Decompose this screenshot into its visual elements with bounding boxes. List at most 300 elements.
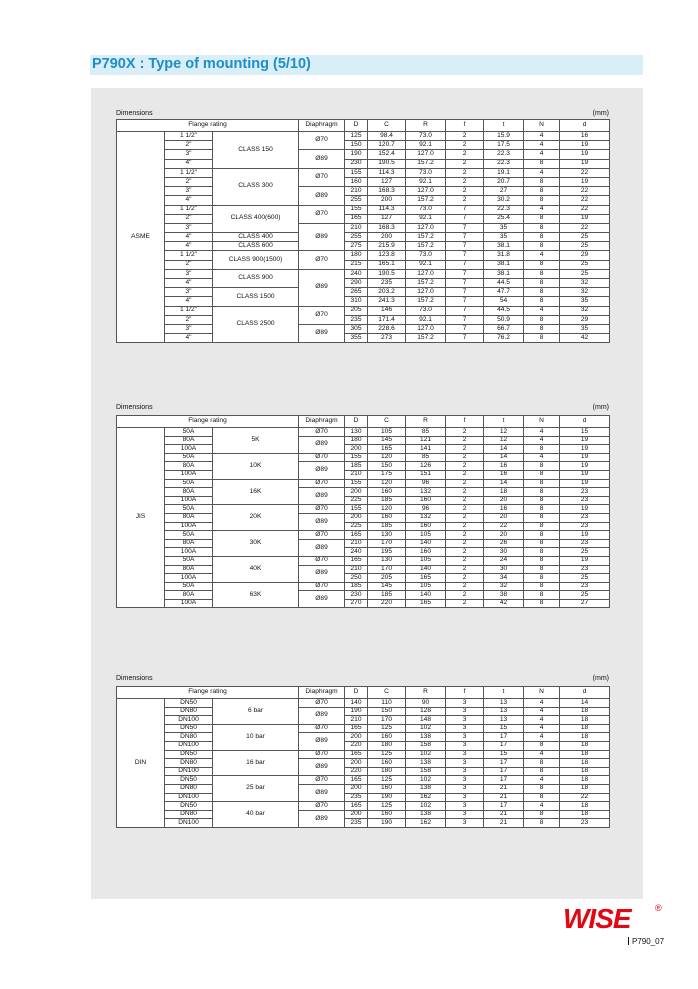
table-row bbox=[117, 233, 610, 242]
c-cell: 165.1 bbox=[368, 260, 406, 269]
c-cell: 228.6 bbox=[368, 324, 406, 333]
d-cell: 190 bbox=[345, 150, 368, 159]
c-cell: 220 bbox=[368, 599, 406, 608]
f-cell: 7 bbox=[446, 279, 484, 288]
bolt-d-cell: 23 bbox=[560, 522, 610, 531]
size-cell: 3" bbox=[165, 187, 213, 196]
table-row bbox=[117, 582, 610, 591]
size-cell: 3" bbox=[165, 269, 213, 278]
d-cell: 165 bbox=[345, 750, 368, 759]
c-cell: 241.3 bbox=[368, 297, 406, 306]
f-cell: 2 bbox=[446, 513, 484, 522]
d-cell: 250 bbox=[345, 574, 368, 583]
d-cell: 225 bbox=[345, 522, 368, 531]
size-cell: DN100 bbox=[165, 741, 213, 750]
t-cell: 35 bbox=[484, 233, 524, 242]
size-cell: 50A bbox=[165, 453, 213, 462]
bolt-d-cell: 19 bbox=[560, 159, 610, 168]
size-cell: 2" bbox=[165, 260, 213, 269]
c-cell: 170 bbox=[368, 539, 406, 548]
f-cell: 7 bbox=[446, 306, 484, 315]
diaphragm-cell: Ø89 bbox=[299, 150, 345, 168]
unit-label: (mm) bbox=[592, 675, 609, 682]
r-cell: 126 bbox=[406, 462, 446, 471]
d-cell: 210 bbox=[345, 539, 368, 548]
size-cell: 3" bbox=[165, 150, 213, 159]
n-cell: 8 bbox=[524, 315, 560, 324]
size-cell: DN50 bbox=[165, 802, 213, 811]
bolt-d-cell: 22 bbox=[560, 793, 610, 802]
table-row bbox=[117, 279, 610, 288]
t-cell: 15.9 bbox=[484, 132, 524, 141]
c-cell: 235 bbox=[368, 279, 406, 288]
d-cell: 200 bbox=[345, 733, 368, 742]
r-cell: 162 bbox=[406, 819, 446, 828]
jis-table bbox=[116, 415, 610, 608]
c-cell: 170 bbox=[368, 565, 406, 574]
size-cell: 4" bbox=[165, 297, 213, 306]
d-cell: 230 bbox=[345, 159, 368, 168]
d-cell: 165 bbox=[345, 214, 368, 223]
size-cell: 80A bbox=[165, 462, 213, 471]
diaphragm-cell: Ø70 bbox=[299, 699, 345, 708]
f-cell: 3 bbox=[446, 793, 484, 802]
c-cell: 190.5 bbox=[368, 159, 406, 168]
table-row bbox=[117, 733, 610, 742]
din-table bbox=[116, 686, 610, 828]
r-cell: 73.0 bbox=[406, 132, 446, 141]
t-cell: 42 bbox=[484, 599, 524, 608]
r-cell: 157.2 bbox=[406, 233, 446, 242]
r-cell: 158 bbox=[406, 767, 446, 776]
c-cell: 185 bbox=[368, 496, 406, 505]
f-cell: 2 bbox=[446, 479, 484, 488]
d-cell: 265 bbox=[345, 288, 368, 297]
bolt-d-cell: 19 bbox=[560, 436, 610, 445]
t-cell: 20 bbox=[484, 531, 524, 540]
f-cell: 7 bbox=[446, 251, 484, 260]
header-d: d bbox=[560, 416, 610, 428]
d-cell: 155 bbox=[345, 168, 368, 177]
diaphragm-cell: Ø89 bbox=[299, 565, 345, 582]
diaphragm-cell: Ø70 bbox=[299, 582, 345, 591]
c-cell: 160 bbox=[368, 488, 406, 497]
f-cell: 2 bbox=[446, 187, 484, 196]
n-cell: 8 bbox=[524, 599, 560, 608]
d-cell: 165 bbox=[345, 802, 368, 811]
diaphragm-cell: Ø70 bbox=[299, 750, 345, 759]
f-cell: 7 bbox=[446, 288, 484, 297]
t-cell: 21 bbox=[484, 810, 524, 819]
bolt-d-cell: 19 bbox=[560, 150, 610, 159]
header-c: C bbox=[368, 416, 406, 428]
f-cell: 2 bbox=[446, 591, 484, 600]
d-cell: 155 bbox=[345, 205, 368, 214]
table-row bbox=[117, 196, 610, 205]
n-cell: 8 bbox=[524, 223, 560, 232]
d-cell: 185 bbox=[345, 462, 368, 471]
t-cell: 21 bbox=[484, 793, 524, 802]
f-cell: 7 bbox=[446, 214, 484, 223]
d-cell: 235 bbox=[345, 315, 368, 324]
r-cell: 157.2 bbox=[406, 297, 446, 306]
diaphragm-cell: Ø70 bbox=[299, 168, 345, 186]
table-row bbox=[117, 767, 610, 776]
d-cell: 290 bbox=[345, 279, 368, 288]
table-row bbox=[117, 324, 610, 333]
size-cell: DN100 bbox=[165, 716, 213, 725]
table-row bbox=[117, 776, 610, 785]
c-cell: 168.3 bbox=[368, 223, 406, 232]
size-cell: 1 1/2" bbox=[165, 251, 213, 260]
t-cell: 54 bbox=[484, 297, 524, 306]
n-cell: 8 bbox=[524, 574, 560, 583]
d-cell: 240 bbox=[345, 548, 368, 557]
n-cell: 8 bbox=[524, 522, 560, 531]
table-row bbox=[117, 548, 610, 557]
diaphragm-cell: Ø89 bbox=[299, 488, 345, 505]
t-cell: 44.5 bbox=[484, 306, 524, 315]
header-r: R bbox=[406, 687, 446, 699]
t-cell: 22.3 bbox=[484, 205, 524, 214]
table-row bbox=[117, 242, 610, 251]
f-cell: 2 bbox=[446, 132, 484, 141]
n-cell: 8 bbox=[524, 741, 560, 750]
n-cell: 8 bbox=[524, 548, 560, 557]
bolt-d-cell: 18 bbox=[560, 733, 610, 742]
bolt-d-cell: 19 bbox=[560, 453, 610, 462]
d-cell: 235 bbox=[345, 793, 368, 802]
r-cell: 160 bbox=[406, 496, 446, 505]
dimensions-line bbox=[116, 404, 609, 411]
r-cell: 138 bbox=[406, 784, 446, 793]
c-cell: 168.3 bbox=[368, 187, 406, 196]
t-cell: 38.1 bbox=[484, 242, 524, 251]
f-cell: 3 bbox=[446, 699, 484, 708]
r-cell: 96 bbox=[406, 505, 446, 514]
bolt-d-cell: 19 bbox=[560, 177, 610, 186]
table-row bbox=[117, 574, 610, 583]
bolt-d-cell: 25 bbox=[560, 548, 610, 557]
c-cell: 125 bbox=[368, 750, 406, 759]
c-cell: 200 bbox=[368, 196, 406, 205]
t-cell: 15 bbox=[484, 750, 524, 759]
size-cell: DN80 bbox=[165, 784, 213, 793]
diaphragm-cell: Ø89 bbox=[299, 784, 345, 801]
n-cell: 8 bbox=[524, 767, 560, 776]
table-row bbox=[117, 445, 610, 454]
size-cell: 4" bbox=[165, 159, 213, 168]
r-cell: 105 bbox=[406, 582, 446, 591]
r-cell: 151 bbox=[406, 470, 446, 479]
header-flange-rating: Flange rating bbox=[117, 120, 299, 132]
class-cell: 25 bar bbox=[213, 776, 299, 802]
f-cell: 2 bbox=[446, 539, 484, 548]
f-cell: 2 bbox=[446, 548, 484, 557]
n-cell: 8 bbox=[524, 793, 560, 802]
f-cell: 3 bbox=[446, 784, 484, 793]
c-cell: 160 bbox=[368, 513, 406, 522]
c-cell: 127 bbox=[368, 177, 406, 186]
t-cell: 17 bbox=[484, 759, 524, 768]
size-cell: 4" bbox=[165, 242, 213, 251]
table-row bbox=[117, 187, 610, 196]
d-cell: 185 bbox=[345, 582, 368, 591]
f-cell: 2 bbox=[446, 470, 484, 479]
d-cell: 180 bbox=[345, 251, 368, 260]
size-cell: DN80 bbox=[165, 810, 213, 819]
table-row bbox=[117, 223, 610, 232]
size-cell: DN50 bbox=[165, 750, 213, 759]
table-row bbox=[117, 288, 610, 297]
t-cell: 27 bbox=[484, 187, 524, 196]
size-cell: 80A bbox=[165, 565, 213, 574]
table-row bbox=[117, 513, 610, 522]
r-cell: 121 bbox=[406, 436, 446, 445]
n-cell: 4 bbox=[524, 716, 560, 725]
n-cell: 8 bbox=[524, 462, 560, 471]
header-t: t bbox=[484, 416, 524, 428]
dimensions-label: Dimensions bbox=[116, 675, 153, 682]
table-row bbox=[117, 159, 610, 168]
class-cell: 20K bbox=[213, 505, 299, 531]
d-cell: 155 bbox=[345, 505, 368, 514]
bolt-d-cell: 18 bbox=[560, 759, 610, 768]
n-cell: 4 bbox=[524, 724, 560, 733]
r-cell: 92.1 bbox=[406, 214, 446, 223]
class-cell: CLASS 300 bbox=[213, 168, 299, 205]
table-row bbox=[117, 177, 610, 186]
header-d: D bbox=[345, 120, 368, 132]
c-cell: 175 bbox=[368, 470, 406, 479]
t-cell: 22.3 bbox=[484, 159, 524, 168]
c-cell: 105 bbox=[368, 428, 406, 437]
diaphragm-cell: Ø70 bbox=[299, 306, 345, 324]
r-cell: 85 bbox=[406, 453, 446, 462]
d-cell: 210 bbox=[345, 716, 368, 725]
size-cell: DN100 bbox=[165, 793, 213, 802]
header-c: C bbox=[368, 687, 406, 699]
t-cell: 35 bbox=[484, 223, 524, 232]
d-cell: 220 bbox=[345, 741, 368, 750]
class-cell: 16 bar bbox=[213, 750, 299, 776]
table-row bbox=[117, 716, 610, 725]
n-cell: 8 bbox=[524, 582, 560, 591]
n-cell: 4 bbox=[524, 436, 560, 445]
c-cell: 200 bbox=[368, 233, 406, 242]
c-cell: 180 bbox=[368, 741, 406, 750]
size-cell: 80A bbox=[165, 488, 213, 497]
d-cell: 200 bbox=[345, 445, 368, 454]
diaphragm-cell: Ø70 bbox=[299, 531, 345, 540]
t-cell: 15 bbox=[484, 724, 524, 733]
r-cell: 165 bbox=[406, 574, 446, 583]
d-cell: 165 bbox=[345, 724, 368, 733]
bolt-d-cell: 22 bbox=[560, 205, 610, 214]
size-cell: 100A bbox=[165, 522, 213, 531]
d-cell: 200 bbox=[345, 810, 368, 819]
c-cell: 273 bbox=[368, 334, 406, 343]
class-cell: 16K bbox=[213, 479, 299, 505]
n-cell: 4 bbox=[524, 132, 560, 141]
dimensions-label: Dimensions bbox=[116, 404, 153, 411]
r-cell: 92.1 bbox=[406, 260, 446, 269]
f-cell: 3 bbox=[446, 716, 484, 725]
header-n: N bbox=[524, 687, 560, 699]
d-cell: 210 bbox=[345, 223, 368, 232]
header-flange-rating: Flange rating bbox=[117, 687, 299, 699]
unit-label: (mm) bbox=[592, 404, 609, 411]
table-row bbox=[117, 269, 610, 278]
r-cell: 105 bbox=[406, 531, 446, 540]
size-cell: 80A bbox=[165, 591, 213, 600]
bolt-d-cell: 19 bbox=[560, 531, 610, 540]
t-cell: 13 bbox=[484, 699, 524, 708]
size-cell: DN50 bbox=[165, 724, 213, 733]
f-cell: 2 bbox=[446, 556, 484, 565]
class-cell: CLASS 400(600) bbox=[213, 205, 299, 233]
c-cell: 110 bbox=[368, 699, 406, 708]
t-cell: 14 bbox=[484, 479, 524, 488]
table-row bbox=[117, 565, 610, 574]
c-cell: 146 bbox=[368, 306, 406, 315]
class-cell: 40 bar bbox=[213, 802, 299, 828]
n-cell: 8 bbox=[524, 556, 560, 565]
c-cell: 215.9 bbox=[368, 242, 406, 251]
n-cell: 4 bbox=[524, 750, 560, 759]
header-f: f bbox=[446, 687, 484, 699]
bolt-d-cell: 32 bbox=[560, 306, 610, 315]
t-cell: 24 bbox=[484, 556, 524, 565]
t-cell: 44.5 bbox=[484, 279, 524, 288]
r-cell: 96 bbox=[406, 479, 446, 488]
f-cell: 2 bbox=[446, 453, 484, 462]
bolt-d-cell: 23 bbox=[560, 565, 610, 574]
t-cell: 38.1 bbox=[484, 260, 524, 269]
n-cell: 8 bbox=[524, 324, 560, 333]
diaphragm-cell: Ø89 bbox=[299, 269, 345, 306]
t-cell: 21 bbox=[484, 784, 524, 793]
r-cell: 127.0 bbox=[406, 150, 446, 159]
n-cell: 8 bbox=[524, 531, 560, 540]
c-cell: 120 bbox=[368, 479, 406, 488]
diaphragm-cell: Ø70 bbox=[299, 776, 345, 785]
header-n: N bbox=[524, 120, 560, 132]
c-cell: 120 bbox=[368, 453, 406, 462]
f-cell: 2 bbox=[446, 574, 484, 583]
table-row bbox=[117, 141, 610, 150]
class-cell: CLASS 900(1500) bbox=[213, 251, 299, 269]
size-cell: 50A bbox=[165, 428, 213, 437]
c-cell: 165 bbox=[368, 445, 406, 454]
f-cell: 3 bbox=[446, 741, 484, 750]
r-cell: 158 bbox=[406, 741, 446, 750]
bolt-d-cell: 18 bbox=[560, 776, 610, 785]
wise-logo: WISE bbox=[563, 903, 631, 934]
header-d: D bbox=[345, 416, 368, 428]
header-t: t bbox=[484, 120, 524, 132]
r-cell: 127.0 bbox=[406, 324, 446, 333]
n-cell: 4 bbox=[524, 699, 560, 708]
f-cell: 3 bbox=[446, 810, 484, 819]
header-diaphragm: Diaphragm bbox=[299, 416, 345, 428]
f-cell: 2 bbox=[446, 177, 484, 186]
n-cell: 8 bbox=[524, 177, 560, 186]
t-cell: 16 bbox=[484, 462, 524, 471]
d-cell: 270 bbox=[345, 599, 368, 608]
diaphragm-cell: Ø89 bbox=[299, 513, 345, 530]
r-cell: 85 bbox=[406, 428, 446, 437]
r-cell: 73.0 bbox=[406, 306, 446, 315]
bolt-d-cell: 18 bbox=[560, 724, 610, 733]
table-row bbox=[117, 819, 610, 828]
header-r: R bbox=[406, 120, 446, 132]
t-cell: 13 bbox=[484, 716, 524, 725]
t-cell: 22 bbox=[484, 522, 524, 531]
table-row bbox=[117, 784, 610, 793]
n-cell: 8 bbox=[524, 539, 560, 548]
bolt-d-cell: 15 bbox=[560, 428, 610, 437]
n-cell: 8 bbox=[524, 565, 560, 574]
f-cell: 7 bbox=[446, 269, 484, 278]
standard-cell: JIS bbox=[117, 428, 165, 608]
t-cell: 17 bbox=[484, 802, 524, 811]
r-cell: 102 bbox=[406, 724, 446, 733]
f-cell: 2 bbox=[446, 522, 484, 531]
r-cell: 141 bbox=[406, 445, 446, 454]
standard-cell: DIN bbox=[117, 699, 165, 828]
f-cell: 3 bbox=[446, 759, 484, 768]
d-cell: 200 bbox=[345, 513, 368, 522]
d-cell: 130 bbox=[345, 428, 368, 437]
class-cell: 30K bbox=[213, 531, 299, 557]
r-cell: 132 bbox=[406, 513, 446, 522]
table-row bbox=[117, 724, 610, 733]
n-cell: 8 bbox=[524, 297, 560, 306]
bolt-d-cell: 18 bbox=[560, 741, 610, 750]
n-cell: 4 bbox=[524, 733, 560, 742]
diaphragm-cell: Ø89 bbox=[299, 436, 345, 453]
f-cell: 3 bbox=[446, 707, 484, 716]
diaphragm-cell: Ø70 bbox=[299, 556, 345, 565]
n-cell: 8 bbox=[524, 445, 560, 454]
header-d: d bbox=[560, 120, 610, 132]
f-cell: 2 bbox=[446, 488, 484, 497]
t-cell: 50.9 bbox=[484, 315, 524, 324]
f-cell: 2 bbox=[446, 196, 484, 205]
n-cell: 8 bbox=[524, 214, 560, 223]
size-cell: 80A bbox=[165, 436, 213, 445]
class-cell: CLASS 600 bbox=[213, 242, 299, 251]
d-cell: 180 bbox=[345, 436, 368, 445]
size-cell: 100A bbox=[165, 548, 213, 557]
table-row bbox=[117, 556, 610, 565]
c-cell: 171.4 bbox=[368, 315, 406, 324]
c-cell: 125 bbox=[368, 724, 406, 733]
t-cell: 12 bbox=[484, 428, 524, 437]
n-cell: 8 bbox=[524, 233, 560, 242]
n-cell: 4 bbox=[524, 150, 560, 159]
t-cell: 47.7 bbox=[484, 288, 524, 297]
f-cell: 7 bbox=[446, 334, 484, 343]
f-cell: 3 bbox=[446, 724, 484, 733]
size-cell: 100A bbox=[165, 599, 213, 608]
header-n: N bbox=[524, 416, 560, 428]
r-cell: 102 bbox=[406, 776, 446, 785]
t-cell: 34 bbox=[484, 574, 524, 583]
bolt-d-cell: 18 bbox=[560, 716, 610, 725]
class-cell: 5K bbox=[213, 428, 299, 454]
